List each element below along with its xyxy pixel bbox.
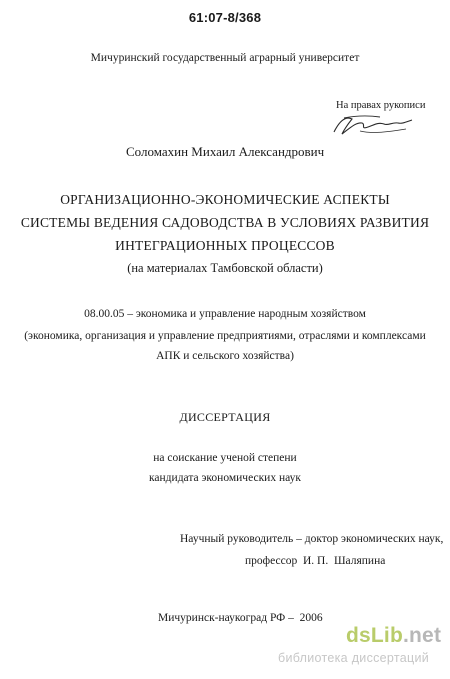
- degree-line-2: кандидата экономических наук: [149, 472, 301, 484]
- specialty-description-cont: АПК и сельского хозяйства): [156, 350, 294, 362]
- dslib-logo[interactable]: [346, 624, 441, 648]
- university-name: Мичуринский государственный аграрный университет: [90, 52, 360, 64]
- supervisor-line-2: профессор И. П. Шаляпина: [245, 555, 386, 567]
- thesis-title-line-1: ОРГАНИЗАЦИОННО-ЭКОНОМИЧЕСКИЕ АСПЕКТЫ: [60, 192, 390, 207]
- specialty-code: 08.00.05 – экономика и управление народным хозяйством: [84, 308, 366, 320]
- watermark-subtitle: библиотека диссертаций: [278, 651, 430, 665]
- place-and-year: Мичуринск-наукоград РФ – 2006: [158, 612, 323, 624]
- thesis-title-line-4: (на материалах Тамбовской области): [127, 261, 323, 275]
- supervisor-line-1: Научный руководитель – доктор экономических наук,: [180, 533, 444, 545]
- archive-code: 61:07-8/368: [188, 10, 262, 25]
- degree-line-1: на соискание ученой степени: [153, 452, 297, 464]
- document-type: ДИССЕРТАЦИЯ: [179, 410, 271, 424]
- dslib-logo-part2: .net: [403, 624, 442, 647]
- signature: [330, 110, 416, 138]
- author-name: Соломахин Михаил Александрович: [126, 144, 325, 159]
- manuscript-rights-note: На правах рукописи: [336, 100, 426, 111]
- dslib-logo-part1: dsLib: [346, 624, 403, 647]
- thesis-title-line-2: СИСТЕМЫ ВЕДЕНИЯ САДОВОДСТВА В УСЛОВИЯХ РАЗВИТИЯ: [20, 215, 430, 230]
- thesis-title-line-3: ИНТЕГРАЦИОННЫХ ПРОЦЕССОВ: [115, 238, 335, 253]
- specialty-description: (экономика, организация и управление предприятиями, отраслями и комплексами: [24, 330, 426, 342]
